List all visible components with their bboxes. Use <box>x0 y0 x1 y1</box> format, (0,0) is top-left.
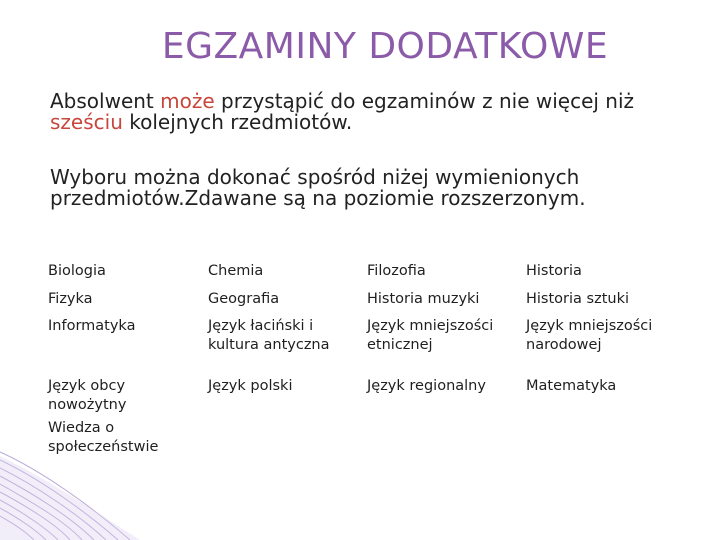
subject-cell: Fizyka <box>48 291 93 307</box>
subject-cell: Wiedza o społeczeństwie <box>48 420 159 455</box>
subject-cell: Geografia <box>208 291 280 307</box>
table-row <box>48 419 698 459</box>
subject-cell: Język polski <box>208 378 293 394</box>
subject-cell: Matematyka <box>526 378 617 394</box>
subject-cell: Historia muzyki <box>367 291 480 307</box>
intro-highlight-six: sześciu <box>50 110 123 134</box>
intro-text-1: Absolwent <box>50 89 161 113</box>
subject-cell <box>526 419 698 459</box>
intro-text-3: kolejnych rzedmiotów. <box>122 110 353 134</box>
subject-cell <box>208 419 367 459</box>
subject-cell: Biologia <box>48 263 106 279</box>
intro-text-2: przystąpić do egzaminów z nie więcej niż <box>214 89 635 113</box>
page-title: EGZAMINY DODATKOWE <box>161 26 609 67</box>
intro-highlight-may: może <box>160 89 215 113</box>
subject-cell: Język mniejszości etnicznej <box>367 318 494 353</box>
selection-paragraph: Wyboru można dokonać spośród niżej wymienionych przedmiotów.Zdawane są na poziomie rozszerzonym. <box>50 165 586 210</box>
subjects-table <box>48 258 698 459</box>
table-row <box>48 258 698 290</box>
table-row <box>48 377 698 419</box>
subject-cell: Język mniejszości narodowej <box>526 318 653 353</box>
subject-cell: Historia sztuki <box>526 291 629 307</box>
subject-cell: Język obcy nowożytny <box>48 378 127 413</box>
subject-cell: Chemia <box>208 263 264 279</box>
table-row <box>48 317 698 377</box>
subject-cell: Język regionalny <box>367 378 486 394</box>
intro-paragraph <box>50 91 710 133</box>
subject-cell: Język łaciński i kultura antyczna <box>208 318 330 353</box>
subject-cell: Informatyka <box>48 318 136 334</box>
subject-cell: Historia <box>526 263 582 279</box>
subject-cell <box>367 419 526 459</box>
table-row <box>48 290 698 317</box>
subject-cell: Filozofia <box>367 263 426 279</box>
